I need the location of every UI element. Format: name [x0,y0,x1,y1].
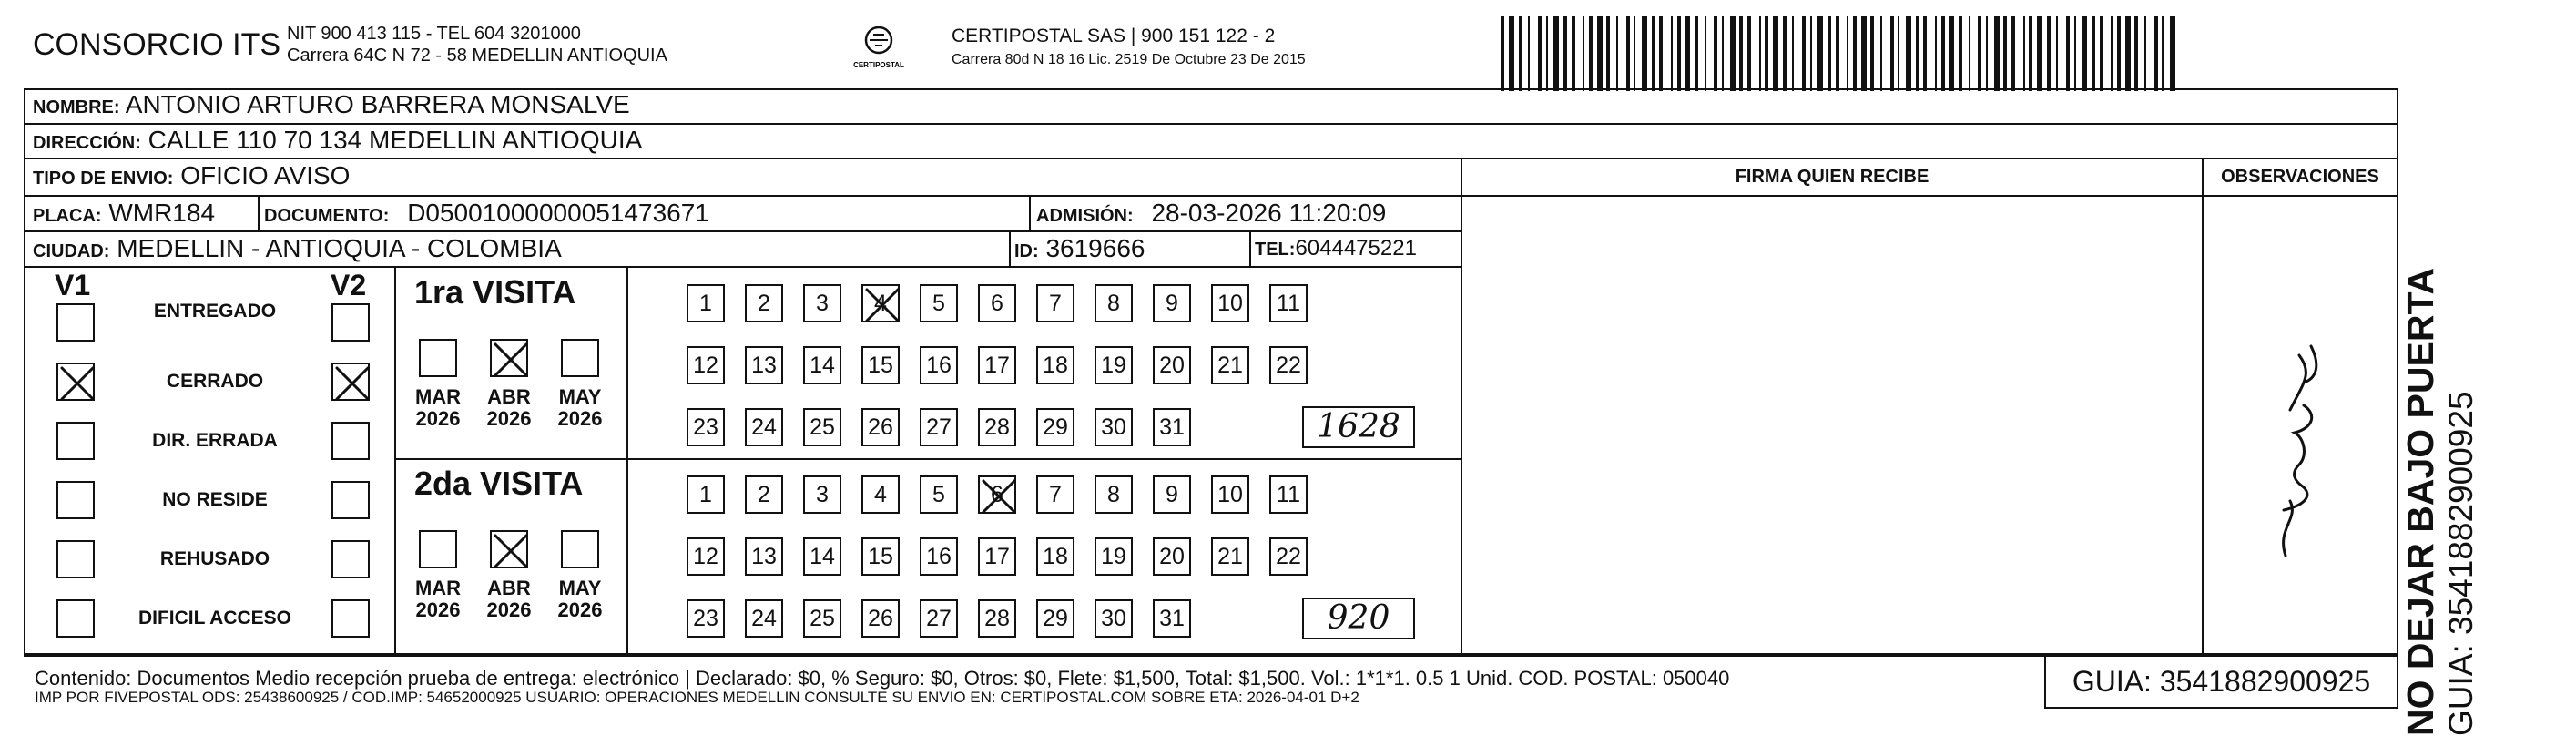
day-checkbox[interactable]: 20 [1153,346,1191,384]
v1-checkbox[interactable] [56,599,95,638]
day-checkbox[interactable]: 13 [745,346,783,384]
v2-checkbox[interactable] [331,303,370,342]
day-checkbox[interactable]: 15 [861,537,900,576]
row-documento [264,199,709,230]
handwritten-signature [2249,328,2340,565]
day-checkbox[interactable]: 7 [1036,284,1074,322]
day-checkbox[interactable]: 4 [861,284,900,322]
tel-label: TEL: [1255,240,1296,260]
day-checkbox[interactable]: 21 [1211,346,1249,384]
month-label: MAR 2026 [414,385,462,430]
day-checkbox[interactable]: 11 [1269,284,1308,322]
v2-checkbox[interactable] [331,422,370,460]
day-checkbox[interactable]: 18 [1036,346,1074,384]
status-label: CERRADO [166,371,264,392]
month-label: MAY 2026 [557,385,603,430]
row-direccion [33,127,642,157]
day-checkbox[interactable]: 24 [745,599,783,638]
day-checkbox[interactable]: 22 [1269,346,1308,384]
status-label: REHUSADO [159,548,270,569]
documento-value: D05001000000051473671 [407,199,709,227]
day-checkbox[interactable]: 25 [803,408,841,446]
row-placa [33,199,215,230]
day-checkbox[interactable]: 4 [861,475,900,514]
visit-title: 2da VISITA [414,465,584,502]
day-checkbox[interactable]: 31 [1153,599,1191,638]
day-checkbox[interactable]: 6 [978,475,1016,514]
day-checkbox[interactable]: 14 [803,537,841,576]
v1-checkbox[interactable] [56,363,95,401]
day-checkbox[interactable]: 23 [687,408,725,446]
row-tipo [33,162,350,192]
certipostal-logo [851,22,906,75]
status-label: DIFICIL ACCESO [137,608,291,629]
day-checkbox[interactable]: 13 [745,537,783,576]
status-label: NO RESIDE [162,489,268,510]
v1-checkbox[interactable] [56,422,95,460]
company-address: Carrera 64C N 72 - 58 MEDELLIN ANTIOQUIA [287,46,667,66]
v2-checkbox[interactable] [331,481,370,519]
day-checkbox[interactable]: 29 [1036,408,1074,446]
visit-time: 920 [1302,598,1415,639]
day-checkbox[interactable]: 24 [745,408,783,446]
row-nombre [33,91,630,121]
day-checkbox[interactable]: 27 [920,408,958,446]
admision-label: ADMISIÓN: [1036,206,1134,226]
day-checkbox[interactable]: 19 [1095,346,1133,384]
day-checkbox[interactable]: 30 [1095,599,1133,638]
day-checkbox[interactable]: 5 [920,475,958,514]
month-checkbox[interactable] [419,530,457,568]
id-value: 3619666 [1045,234,1145,262]
tel-value: 6044475221 [1295,236,1417,261]
id-label: ID: [1014,241,1039,261]
day-checkbox[interactable]: 23 [687,599,725,638]
side-text [2399,268,2480,736]
row-tel [1255,235,1417,263]
day-checkbox[interactable]: 22 [1269,537,1308,576]
ciudad-label: CIUDAD: [33,241,110,261]
visit-time: 1628 [1302,406,1415,448]
day-checkbox[interactable]: 28 [978,599,1016,638]
day-checkbox[interactable]: 12 [687,346,725,384]
status-label: ENTREGADO [153,301,277,322]
day-checkbox[interactable]: 3 [803,284,841,322]
day-checkbox[interactable]: 16 [920,346,958,384]
certipostal-address: Carrera 80d N 18 16 Lic. 2519 De Octubre 23 De 2015 [952,52,1306,67]
day-checkbox[interactable]: 16 [920,537,958,576]
day-checkbox[interactable]: 20 [1153,537,1191,576]
placa-value: WMR184 [108,199,216,227]
documento-label: DOCUMENTO: [264,206,390,226]
day-checkbox[interactable]: 26 [861,599,900,638]
company-info [287,23,667,66]
day-checkbox[interactable]: 2 [745,475,783,514]
month-label: MAY 2026 [557,577,603,621]
month-label: ABR 2026 [486,385,532,430]
row-admision [1036,199,1386,230]
day-checkbox[interactable]: 30 [1095,408,1133,446]
day-checkbox[interactable]: 5 [920,284,958,322]
day-checkbox[interactable]: 2 [745,284,783,322]
month-label: ABR 2026 [486,577,532,621]
status-label: DIR. ERRADA [152,430,278,451]
v2-header: V2 [331,269,367,302]
month-checkbox[interactable] [490,530,528,568]
v1-checkbox[interactable] [56,303,95,342]
month-checkbox[interactable] [419,339,457,377]
side-warning: NO DEJAR BAJO PUERTA [2399,267,2441,736]
day-checkbox[interactable]: 29 [1036,599,1074,638]
v1-checkbox[interactable] [56,481,95,519]
logo-caption: CERTIPOSTAL [853,61,904,69]
day-checkbox[interactable]: 14 [803,346,841,384]
firma-header: FIRMA QUIEN RECIBE [1735,167,1929,187]
day-checkbox[interactable]: 10 [1211,475,1249,514]
day-checkbox[interactable]: 26 [861,408,900,446]
day-checkbox[interactable]: 31 [1153,408,1191,446]
certipostal-info [952,25,1306,72]
side-guia: GUIA: 3541882900925 [2442,391,2479,736]
month-checkbox[interactable] [490,339,528,377]
observaciones-header: OBSERVACIONES [2221,167,2379,187]
footer-contents: Contenido: Documentos Medio recepción prueba de entrega: electrónico | Declarado: $0, % Seguro: $0, Otros: $0, Flete: $1,500, Total: $1,500. Vol.: 1*1*1. 0.5 1 Unid. COD. POSTAL: 050040 [35,667,1730,690]
v2-checkbox[interactable] [331,363,370,401]
barcode [1501,16,2176,91]
month-label: MAR 2026 [414,577,462,621]
row-ciudad [33,235,562,265]
day-checkbox[interactable]: 7 [1036,475,1074,514]
nombre-label: NOMBRE: [33,97,120,118]
direccion-value: CALLE 110 70 134 MEDELLIN ANTIOQUIA [148,126,643,154]
month-checkbox[interactable] [561,530,599,568]
day-checkbox[interactable]: 17 [978,537,1016,576]
row-id [1014,235,1145,265]
day-checkbox[interactable]: 28 [978,408,1016,446]
direccion-label: DIRECCIÓN: [33,133,141,153]
day-checkbox[interactable]: 11 [1269,475,1308,514]
tipo-value: OFICIO AVISO [180,161,351,189]
guia-number: GUIA: 3541882900925 [2044,655,2398,709]
footer-print-info: IMP POR FIVEPOSTAL ODS: 25438600925 / COD.IMP: 54652000925 USUARIO: OPERACIONES MEDELLIN CONSULTE SU ENVIO EN: CERTIPOSTAL.COM SOBRE ETA: 2026-04-01 D+2 [35,689,1359,706]
day-checkbox[interactable]: 10 [1211,284,1249,322]
v1-checkbox[interactable] [56,540,95,578]
v1-header: V1 [55,269,91,302]
day-checkbox[interactable]: 21 [1211,537,1249,576]
day-checkbox[interactable]: 9 [1153,284,1191,322]
day-checkbox[interactable]: 27 [920,599,958,638]
day-checkbox[interactable]: 1 [687,284,725,322]
day-checkbox[interactable]: 8 [1095,475,1133,514]
admision-value: 28-03-2026 11:20:09 [1151,199,1387,227]
day-checkbox[interactable]: 3 [803,475,841,514]
v2-checkbox[interactable] [331,599,370,638]
day-checkbox[interactable]: 8 [1095,284,1133,322]
company-nit: NIT 900 413 115 - TEL 604 3201000 [287,24,581,44]
certipostal-line: CERTIPOSTAL SAS | 900 151 122 - 2 [952,26,1276,46]
v2-checkbox[interactable] [331,540,370,578]
day-checkbox[interactable]: 19 [1095,537,1133,576]
day-checkbox[interactable]: 1 [687,475,725,514]
nombre-value: ANTONIO ARTURO BARRERA MONSALVE [125,90,630,118]
company-name: CONSORCIO ITS [33,27,281,62]
day-checkbox[interactable]: 12 [687,537,725,576]
tipo-label: TIPO DE ENVIO: [33,169,174,189]
day-checkbox[interactable]: 25 [803,599,841,638]
day-checkbox[interactable]: 9 [1153,475,1191,514]
placa-label: PLACA: [33,206,102,226]
day-checkbox[interactable]: 6 [978,284,1016,322]
day-checkbox[interactable]: 18 [1036,537,1074,576]
visit-title: 1ra VISITA [414,273,576,311]
month-checkbox[interactable] [561,339,599,377]
day-checkbox[interactable]: 17 [978,346,1016,384]
ciudad-value: MEDELLIN - ANTIOQUIA - COLOMBIA [117,234,562,262]
day-checkbox[interactable]: 15 [861,346,900,384]
